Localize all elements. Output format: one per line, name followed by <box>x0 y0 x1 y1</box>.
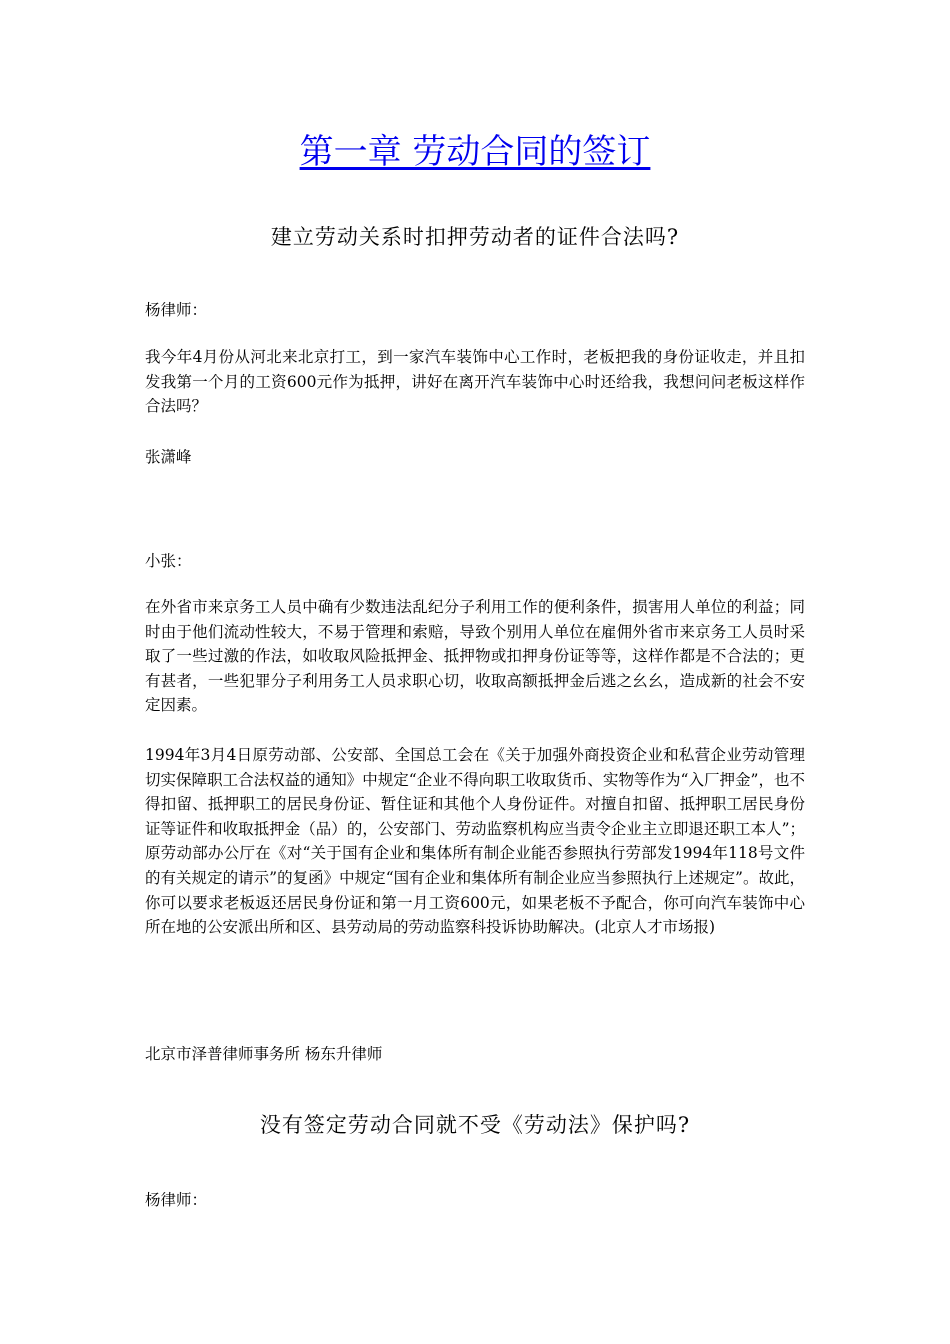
reply-paragraph-1: 在外省市来京务工人员中确有少数违法乱纪分子利用工作的便利条件，损害用人单位的利益；同时由于他们流动性较大，不易于管理和索赔，导致个别用人单位在雇佣外省市来京务工人员时采取了一些过激的作法，如收取风险抵押金、抵押物或扣押身份证等等，这样作都是不合法的；更有甚者，一些犯罪分子利用务工人员求职心切，收取高额抵押金后逃之幺幺，造成新的社会不安定因素。 <box>145 598 805 715</box>
question-title-1: 建立劳动关系时扣押劳动者的证件合法吗? <box>270 225 680 249</box>
salutation-1: 杨律师： <box>145 301 208 319</box>
letter-paragraph: 我今年4月份从河北来北京打工，到一家汽车装饰中心工作时，老板把我的身份证收走，并且扣发我第一个月的工资600元作为抵押，讲好在离开汽车装饰中心时还给我，我想问问老板这样作合法吗？ <box>145 348 805 416</box>
salutation-2: 杨律师： <box>145 1191 208 1209</box>
reply-salutation: 小张： <box>145 552 192 570</box>
reply-paragraph-2: 1994年3月4日原劳动部、公安部、全国总工会在《关于加强外商投资企业和私营企业劳动管理切实保障职工合法权益的通知》中规定“企业不得向职工收取货币、实物等作为“入厂押金”，也不得扣留、抵押职工的居民身份证、暂住证和其他个人身份证件。对擅自扣留、抵押职工居民身份证等证件和收取抵押金（品）的，公安部门、劳动监察机构应当责令企业主立即退还职工本人”；原劳动部办公厅在《对“关于国有企业和集体所有制企业能否参照执行劳部发1994年118号文件的有关规定的请示”的复函》中规定“国有企业和集体所有制企业应当参照执行上述规定”。故此，你可以要求老板返还居民身份证和第一月工资600元，如果老板不予配合，你可向汽车装饰中心所在地的公安派出所和区、县劳动局的劳动监察科投诉协助解决。(北京人才市场报) <box>145 746 805 937</box>
question-title-2: 没有签定劳动合同就不受《劳动法》保护吗? <box>259 1113 691 1137</box>
letter-signature: 张潇峰 <box>145 448 192 466</box>
firm-signature: 北京市泽普律师事务所 杨东升律师 <box>145 1045 383 1063</box>
chapter-title-link[interactable]: 第一章 劳动合同的签订 <box>299 132 651 172</box>
